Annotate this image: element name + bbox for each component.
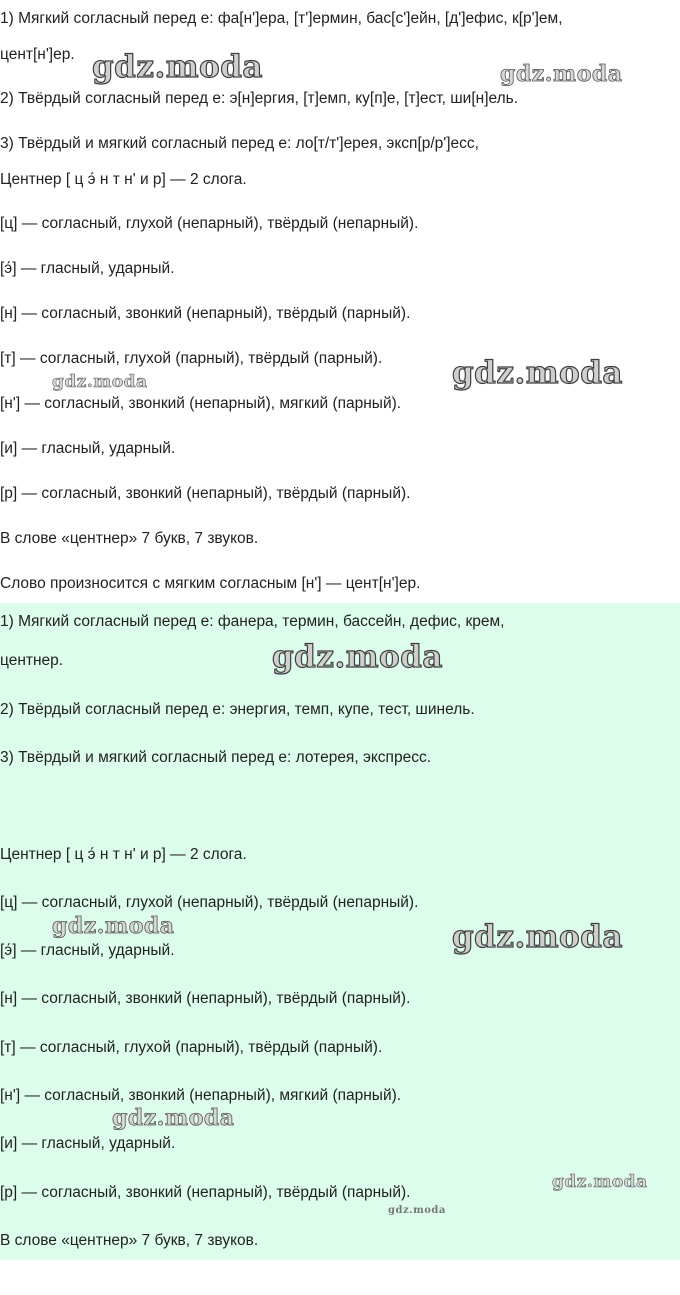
text-line: [н'] — согласный, звонкий (непарный), мягкий (парный).: [0, 395, 402, 412]
text-line: [и] — гласный, ударный.: [0, 1135, 176, 1152]
text-line: [р] — согласный, звонкий (непарный), твёрдый (парный).: [0, 485, 411, 502]
text-line: Центнер [ ц э́ н т н' и р] — 2 слога.: [0, 171, 247, 188]
watermark-logo: gdz.moda: [452, 919, 623, 955]
watermark-logo: gdz.moda: [552, 1172, 648, 1192]
text-line: центнер.: [0, 652, 64, 669]
text-line: [э́] — гласный, ударный.: [0, 260, 175, 277]
text-line: [т] — согласный, глухой (парный), твёрдый (парный).: [0, 1039, 383, 1056]
text-line: 1) Мягкий согласный перед е: фа[н']ера, [т']ермин, бас[с']ейн, [д']ефис, к[р']ем,: [0, 10, 563, 27]
watermark-logo: gdz.moda: [500, 61, 623, 87]
text-line: [ц] — согласный, глухой (непарный), твёрдый (непарный).: [0, 894, 419, 911]
watermark-logo: gdz.moda: [52, 372, 148, 392]
watermark-logo: gdz.moda: [272, 639, 443, 675]
text-line: цент[н']ер.: [0, 46, 75, 63]
text-line: В слове «центнер» 7 букв, 7 звуков.: [0, 1232, 259, 1249]
text-line: [ц] — согласный, глухой (непарный), твёрдый (непарный).: [0, 215, 419, 232]
text-line: [и] — гласный, ударный.: [0, 440, 176, 457]
text-line: 2) Твёрдый согласный перед е: э[н]ергия, [т]емп, ку[п]е, [т]ест, ши[н]ель.: [0, 90, 519, 107]
text-line: Центнер [ ц э́ н т н' и р] — 2 слога.: [0, 846, 247, 863]
text-line: [н'] — согласный, звонкий (непарный), мягкий (парный).: [0, 1087, 402, 1104]
text-line: [н] — согласный, звонкий (непарный), твёрдый (парный).: [0, 305, 411, 322]
text-line: [н] — согласный, звонкий (непарный), твёрдый (парный).: [0, 990, 411, 1007]
text-line: 3) Твёрдый и мягкий согласный перед е: лотерея, экспресс.: [0, 749, 431, 766]
text-line: 3) Твёрдый и мягкий согласный перед е: ло[т/т']ерея, эксп[р/р']есс,: [0, 135, 479, 152]
text-line: [э́] — гласный, ударный.: [0, 942, 175, 959]
transcription-section: [0, 0, 680, 600]
text-line: 2) Твёрдый согласный перед е: энергия, темп, купе, тест, шинель.: [0, 701, 475, 718]
text-line: [р] — согласный, звонкий (непарный), твёрдый (парный).: [0, 1184, 411, 1201]
text-line: [т] — согласный, глухой (парный), твёрдый (парный).: [0, 350, 383, 367]
watermark-logo: gdz.moda: [52, 913, 175, 939]
watermark-logo: gdz.moda: [92, 49, 263, 85]
watermark-logo: gdz.moda: [112, 1105, 235, 1131]
watermark-logo: gdz.moda: [452, 355, 623, 391]
text-line: Слово произносится с мягким согласным [н'] — цент[н']ер.: [0, 575, 421, 592]
text-line: 1) Мягкий согласный перед е: фанера, термин, бассейн, дефис, крем,: [0, 613, 505, 630]
watermark-logo: gdz.moda: [388, 1205, 446, 1216]
text-line: В слове «центнер» 7 букв, 7 звуков.: [0, 530, 259, 547]
